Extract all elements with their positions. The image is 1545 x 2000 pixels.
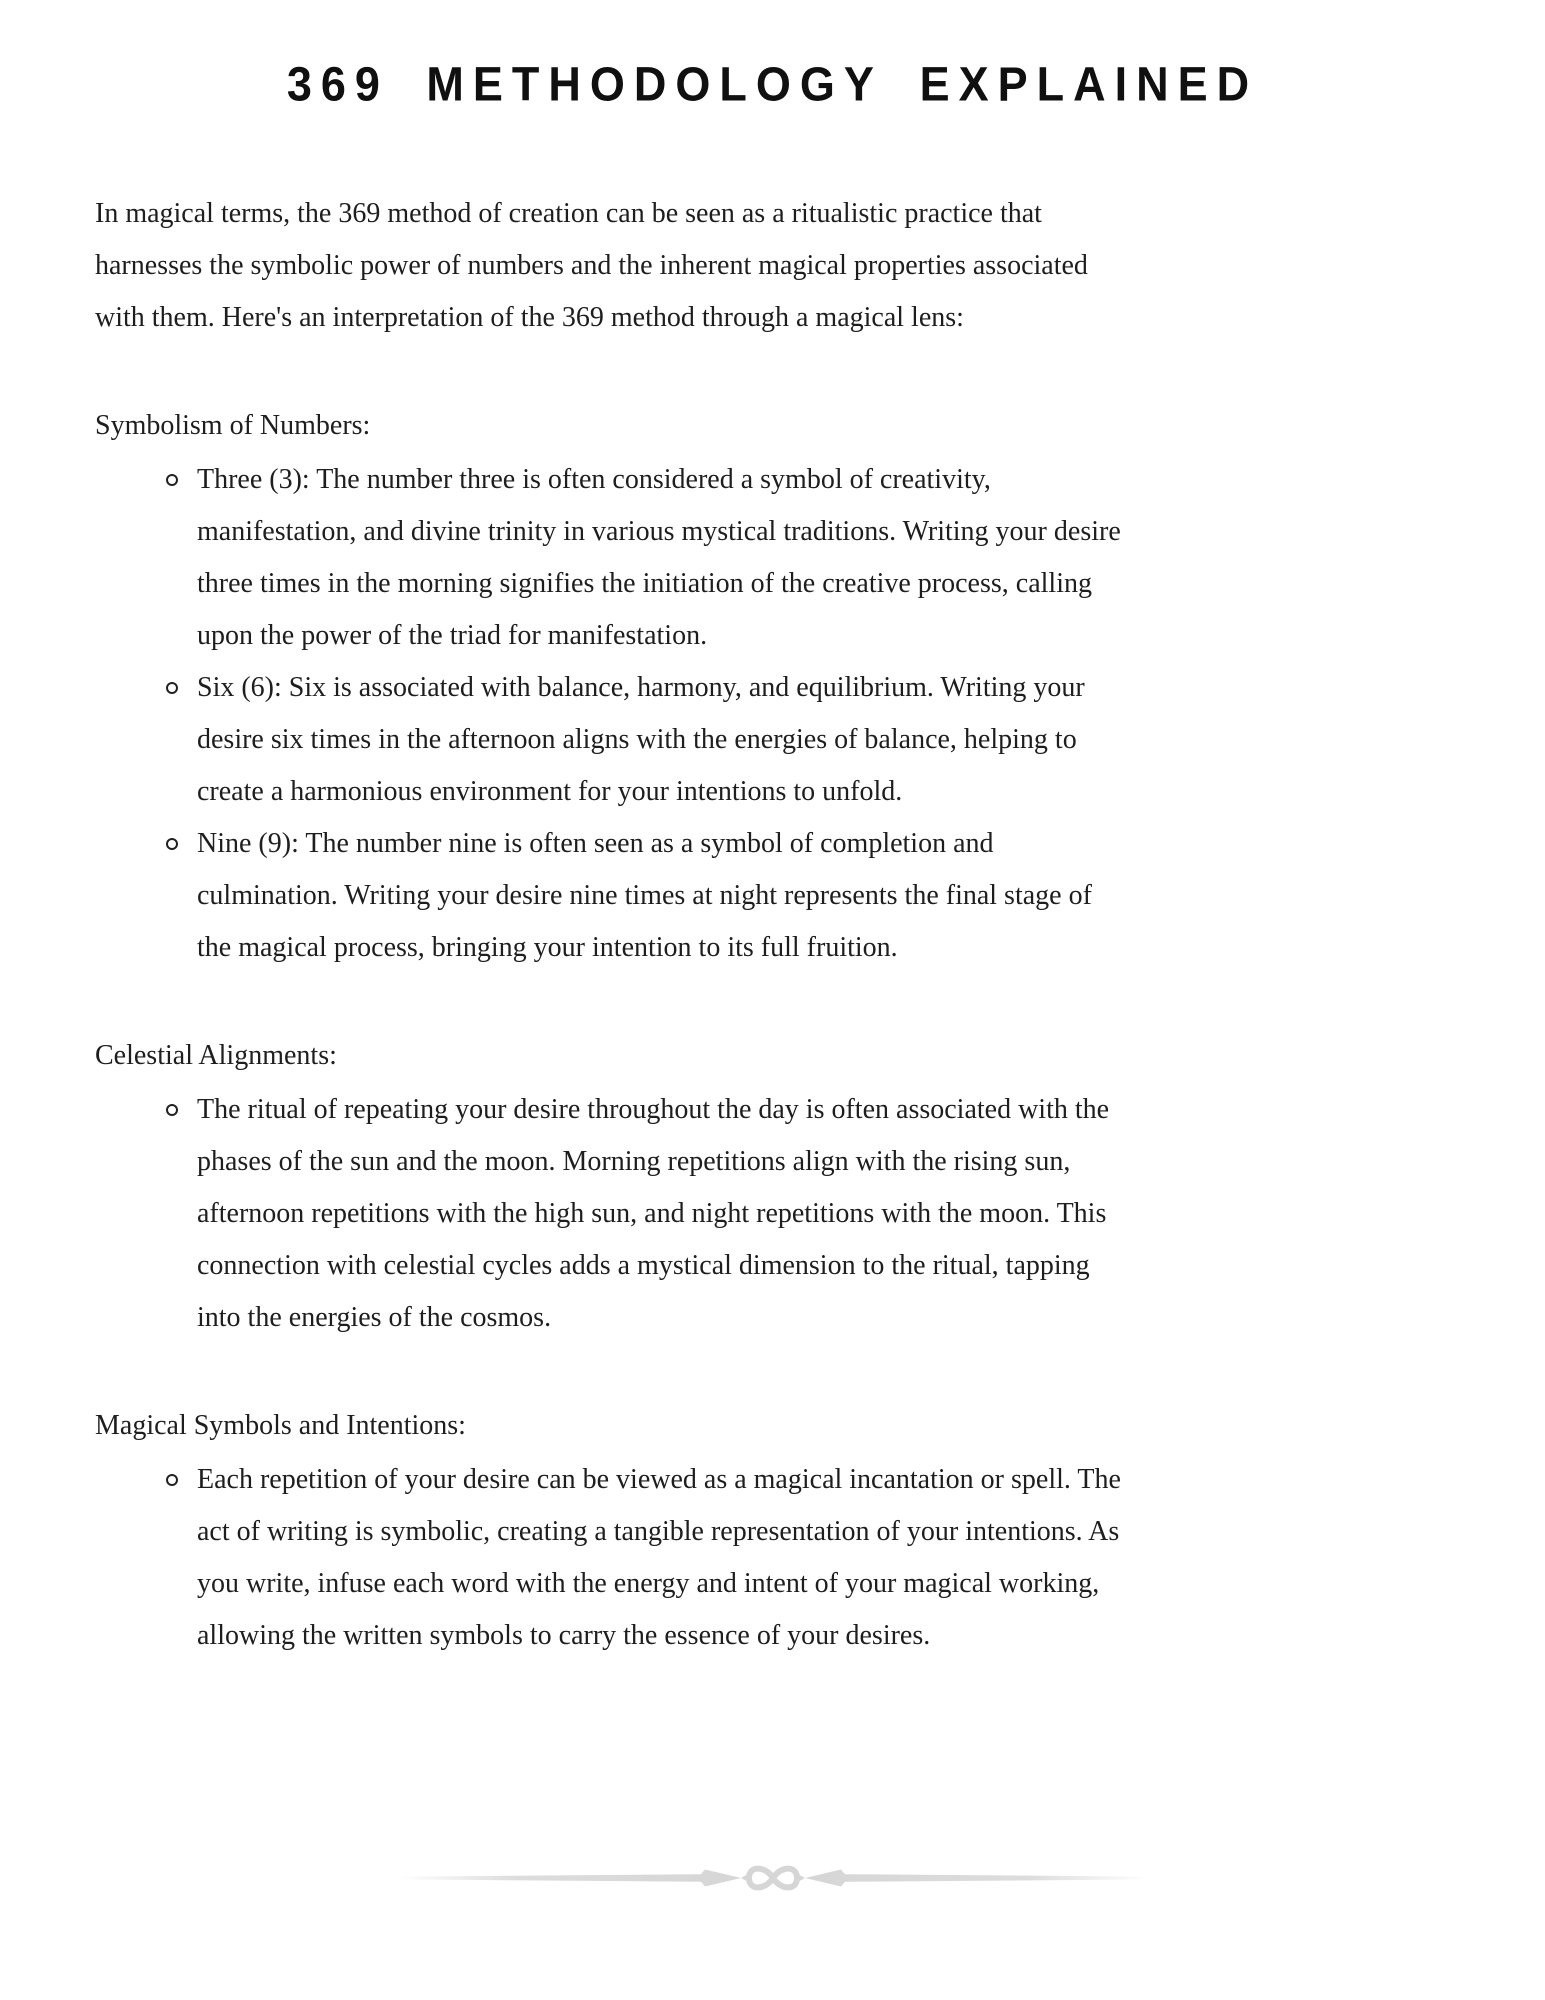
- bullet-list: [95, 1084, 1123, 1344]
- bullet-list: [95, 1454, 1123, 1662]
- page-title: 369 METHODOLOGY EXPLAINED: [286, 56, 1259, 112]
- section-celestial-alignments: [95, 1030, 1123, 1344]
- section-heading: Celestial Alignments:: [95, 1040, 337, 1071]
- footer-divider: [0, 1854, 1545, 1902]
- list-item: The ritual of repeating your desire throughout the day is often associated with the phases of the sun and the moon. Morning repetitions align with the rising sun, afternoon repetitions with the high sun, and night repetitions with the moon. This connection with celestial cycles adds a mystical dimension to the ritual, tapping into the energies of the cosmos.: [197, 1084, 1123, 1344]
- section-symbolism-of-numbers: [95, 400, 1123, 974]
- list-item: Three (3): The number three is often considered a symbol of creativity, manifestation, and divine trinity in various mystical traditions. Writing your desire three times in the morning signifies the initiation of the creative process, calling upon the power of the triad for manifestation.: [197, 454, 1123, 662]
- bullet-list: [95, 454, 1123, 974]
- section-heading: Symbolism of Numbers:: [95, 410, 371, 441]
- section-magical-symbols-and-intentions: [95, 1400, 1123, 1662]
- section-heading: Magical Symbols and Intentions:: [95, 1410, 466, 1441]
- list-item: Nine (9): The number nine is often seen as a symbol of completion and culmination. Writing your desire nine times at night represents the final stage of the magical process, bringing your intention to its full fruition.: [197, 818, 1123, 974]
- list-item: Six (6): Six is associated with balance, harmony, and equilibrium. Writing your desire six times in the afternoon aligns with the energies of balance, helping to create a harmonious environment for your intentions to unfold.: [197, 662, 1123, 818]
- list-item: Each repetition of your desire can be viewed as a magical incantation or spell. The act of writing is symbolic, creating a tangible representation of your intentions. As you write, infuse each word with the energy and intent of your magical working, allowing the written symbols to carry the essence of your desires.: [197, 1454, 1123, 1662]
- intro-paragraph: In magical terms, the 369 method of creation can be seen as a ritualistic practice that harnesses the symbolic power of numbers and the inherent magical properties associated with them. Here's an interpretation of the 369 method through a magical lens:: [95, 198, 1088, 333]
- text-column: [95, 160, 1123, 1662]
- infinity-ornament-icon: [393, 1854, 1153, 1902]
